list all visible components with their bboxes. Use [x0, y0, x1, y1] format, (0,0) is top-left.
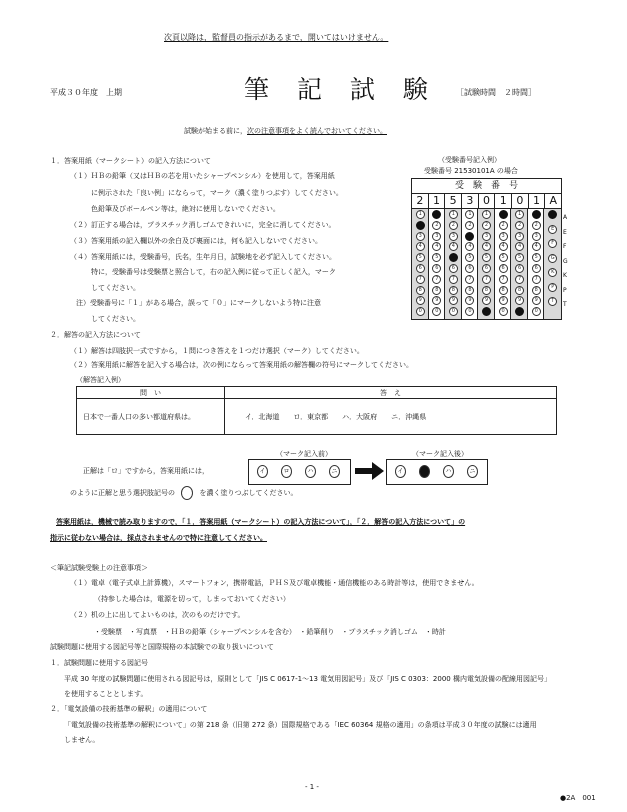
digit-bubble: 5	[482, 253, 491, 262]
s2-line-1: （１）解答は四肢択一式ですから，１問につき答えを１つだけ選択（マーク）してください。	[70, 347, 364, 355]
digit-bubble: 3	[532, 232, 541, 241]
letter-label: K	[563, 272, 567, 280]
s1-line-1: （１）ＨＢの鉛筆（又はＨＢの芯を用いたシャープペンシル）を使用して，答案用紙	[70, 172, 335, 180]
mark-before-box	[248, 459, 351, 485]
digit-bubble: 4	[465, 242, 474, 251]
digit-bubble: 9	[482, 296, 491, 305]
digit-bubble: 1	[515, 210, 524, 219]
digit-bubble: 3	[416, 232, 425, 241]
notes-line-2: （持参した場合は，電源を切って，しまっておいてください）	[94, 595, 290, 603]
digit-bubble: 3	[499, 232, 508, 241]
digit-bubble: 7	[465, 275, 474, 284]
notes-item-1: １．試験問題に使用する図記号	[50, 659, 148, 667]
digit-bubble: 7	[499, 275, 508, 284]
letter-bubble: T	[548, 297, 557, 306]
digit-bubble: 2	[482, 221, 491, 230]
exam-number-grid	[411, 178, 562, 320]
digit-bubble: 6	[416, 264, 425, 273]
digit-bubble: 8	[515, 286, 524, 295]
example-caption: （受験番号記入例）	[438, 156, 501, 164]
digit-bubble: 6	[515, 264, 524, 273]
arrow-right-icon	[355, 462, 385, 480]
digit-cell-5: 0	[479, 194, 496, 208]
warning-line-1: 答案用紙は，機械で読み取りますので，「１．答案用紙（マークシート）の記入方法について」，「２．解答の記入方法について」の	[56, 518, 466, 526]
digit-bubble: 6	[465, 264, 474, 273]
col-question: 問 い	[77, 387, 225, 399]
digit-cell-7: 0	[512, 194, 529, 208]
digit-bubble: 3	[465, 232, 474, 241]
digit-bubble: 0	[482, 307, 491, 316]
s1-line-7: 特に，受験番号は受験票と照合して，右の記入例に従って正しく記入，マーク	[91, 268, 336, 276]
digit-bubble: 5	[432, 253, 441, 262]
letter-bubble: K	[548, 268, 557, 277]
digit-bubble: 7	[515, 275, 524, 284]
form-code: ●2A 001	[560, 794, 596, 802]
col-answer: 答 え	[225, 387, 557, 399]
digit-cell-4: 3	[462, 194, 479, 208]
digit-bubble: 1	[532, 210, 541, 219]
digit-bubble: 8	[465, 286, 474, 295]
digit-bubble: 5	[416, 253, 425, 262]
digit-bubble: 4	[416, 242, 425, 251]
section2-heading: ２．解答の記入方法について	[50, 331, 141, 339]
mark-before-ha: ハ	[305, 465, 316, 478]
digit-bubble: 5	[515, 253, 524, 262]
s1-line-4: （２）訂正する場合は，プラスチック消しゴムできれいに，完全に消してください。	[70, 221, 336, 229]
digit-bubble: 7	[482, 275, 491, 284]
digit-bubble: 0	[465, 307, 474, 316]
notes-line-3: （２）机の上に出してよいものは，次のものだけです。	[70, 611, 245, 619]
mark-after-ni: ニ	[467, 465, 478, 478]
digit-bubble: 8	[532, 286, 541, 295]
digit-bubble: 3	[482, 232, 491, 241]
digit-bubble: 9	[465, 296, 474, 305]
notes-item-3: を使用することとします。	[64, 690, 148, 698]
digit-bubble: 6	[499, 264, 508, 273]
digit-bubble: 9	[416, 296, 425, 305]
mark-after-ha: ハ	[443, 465, 454, 478]
letter-label: A	[563, 214, 568, 221]
notes-heading: ＜筆記試験受験上の注意事項＞	[50, 564, 148, 572]
digit-bubble: 4	[499, 242, 508, 251]
letter-label: T	[563, 301, 567, 309]
digit-bubble: 2	[449, 221, 458, 230]
digit-bubble: 0	[515, 307, 524, 316]
notes-line-1: （１）電卓（電子式卓上計算機），スマートフォン，携帯電話，ＰＨＳ及び電卓機能・通信機能のある時計等は，使用できません。	[70, 579, 479, 587]
digit-cell-1: 2	[412, 194, 429, 208]
digit-bubble: 8	[449, 286, 458, 295]
notes-item-6: しません。	[64, 736, 100, 744]
s1-line-6: （４）答案用紙には，受験番号，氏名，生年月日，試験地を必ず記入してください。	[70, 253, 336, 261]
notes-item-5: 「電気設備の技術基準の解釈について」の第 218 条（旧第 272 条）国際規格である「IEC 60364 規格の適用」の条項は平成３０年度の試験には適用	[64, 721, 537, 729]
digit-cell-3: 5	[445, 194, 462, 208]
digit-bubble: 1	[465, 210, 474, 219]
digit-bubble: 2	[499, 221, 508, 230]
letter-label: G	[563, 257, 568, 265]
digit-bubble: 5	[499, 253, 508, 262]
digit-bubble: 2	[532, 221, 541, 230]
digit-bubble: 1	[482, 210, 491, 219]
s1-line-3: 色鉛筆及びボールペン等は，絶対に使用しないでください。	[91, 205, 280, 213]
fill-text-1: のように正解と思う選択肢記号の	[70, 489, 175, 497]
letter-label: E	[563, 228, 567, 236]
letter-label: F	[563, 243, 567, 251]
s1-line-5: （３）答案用紙の記入欄以外の余白及び裏面には，何も記入しないでください。	[70, 237, 322, 245]
fill-text-2: を濃く塗りつぶしてください。	[199, 489, 298, 497]
digit-bubble: 8	[499, 286, 508, 295]
digit-cell-8: 1	[529, 194, 546, 208]
notes-line-4: ・受験票 ・写真票 ・ＨＢの鉛筆（シャープペンシルを含む） ・鉛筆削り ・プラスチック消しゴム ・時計	[94, 628, 446, 636]
s1-line-10: してください。	[91, 315, 140, 323]
digit-bubble: 9	[515, 296, 524, 305]
empty-bubble-icon	[181, 486, 193, 500]
digit-bubble: 1	[432, 210, 441, 219]
digit-bubble: 5	[449, 253, 458, 262]
digit-cell-2: 1	[429, 194, 446, 208]
section1-heading: １．答案用紙（マークシート）の記入方法について	[50, 157, 211, 165]
digit-bubble: 1	[449, 210, 458, 219]
answer-example-caption: （解答記入例）	[76, 376, 125, 384]
fill-instruction	[70, 486, 297, 500]
digit-bubble: 7	[416, 275, 425, 284]
digit-bubble: 7	[449, 275, 458, 284]
digit-bubble: 3	[432, 232, 441, 241]
s2-line-2: （２）答案用紙に解答を記入する場合は，次の例にならって答案用紙の解答欄の符号にマークしてください。	[70, 361, 413, 369]
digit-cell-9: A	[549, 194, 557, 207]
letter-bubble: G	[548, 254, 557, 263]
digit-bubble: 6	[482, 264, 491, 273]
digit-bubble: 2	[465, 221, 474, 230]
digit-bubble: 8	[416, 286, 425, 295]
mark-after-ro-filled	[419, 465, 430, 478]
top-notice: 次頁以降は，監督員の指示があるまで，開いてはいけません。	[164, 33, 389, 42]
digit-bubble: 0	[416, 307, 425, 316]
digit-bubble: 7	[432, 275, 441, 284]
notes-item-4: ２．「電気設備の技術基準の解釈」の適用について	[50, 705, 208, 713]
digit-bubble: 8	[482, 286, 491, 295]
digit-bubble: 3	[515, 232, 524, 241]
year-period: 平成３０年度 上期	[50, 88, 122, 97]
digit-bubble: 2	[432, 221, 441, 230]
page-number: - 1 -	[305, 783, 319, 791]
intro-emphasis: 次の注意事項をよく読んでおいてください。	[247, 127, 387, 135]
digit-bubble: 4	[532, 242, 541, 251]
digit-bubble: 8	[432, 286, 441, 295]
correct-answer-text: 正解は「ロ」ですから，答案用紙には，	[83, 467, 209, 475]
letter-bubble: P	[548, 283, 557, 292]
mark-before-ni: ニ	[329, 465, 340, 478]
letter-label: P	[563, 286, 567, 294]
digit-bubble: 6	[432, 264, 441, 273]
letter-bubble: A	[548, 210, 557, 219]
digit-bubble: 5	[532, 253, 541, 262]
example-caption-2: 受験番号 21530101A の場合	[424, 167, 518, 175]
letter-bubble: F	[548, 239, 557, 248]
digit-bubble: 6	[449, 264, 458, 273]
digit-bubble: 0	[499, 307, 508, 316]
digit-bubble: 0	[532, 307, 541, 316]
digit-bubble: 4	[482, 242, 491, 251]
digit-bubble: 4	[432, 242, 441, 251]
digit-bubble: 1	[416, 210, 425, 219]
letter-bubble: E	[548, 225, 557, 234]
s1-line-8: してください。	[91, 284, 140, 292]
s1-line-2: に例示された「良い例」にならって，マーク（濃く塗りつぶす）してください。	[91, 189, 343, 197]
notes-item-2: 平成 30 年度の試験問題に使用される図記号は，原則として「JIS C 0617-1～13 電気用図記号」及び「JIS C 0303：2000 構内電気設備の配線用図記号」	[64, 675, 551, 683]
mark-before-label: （マーク記入前）	[276, 450, 332, 458]
intro-text	[184, 126, 387, 136]
digit-bubble: 4	[515, 242, 524, 251]
question-cell: 日本で一番人口の多い都道府県は。	[77, 399, 225, 435]
mark-after-box	[386, 459, 488, 485]
answer-example-table	[76, 386, 557, 435]
digit-bubble: 2	[515, 221, 524, 230]
exam-duration: ［試験時間 ２時間］	[456, 88, 536, 97]
warning-line-2: 指示に従わない場合は，採点されませんので特に注意してください。	[50, 534, 267, 542]
digit-bubble: 9	[449, 296, 458, 305]
mark-after-label: （マーク記入後）	[412, 450, 468, 458]
grid-title: 受 験 番 号	[412, 179, 561, 194]
digit-bubble: 0	[449, 307, 458, 316]
notes-sub-heading: 試験問題に使用する図記号等と国際規格の本試験での取り扱いについて	[50, 643, 274, 651]
digit-bubble: 0	[432, 307, 441, 316]
digit-bubble: 9	[432, 296, 441, 305]
digit-bubble: 3	[449, 232, 458, 241]
digit-bubble: 5	[465, 253, 474, 262]
mark-before-i: イ	[257, 465, 268, 478]
intro-lead: 試験が始まる前に，	[184, 127, 247, 135]
digit-bubble: 9	[499, 296, 508, 305]
answers-cell: イ．北海道 ロ．東京都 ハ．大阪府 ニ．沖縄県	[225, 399, 557, 435]
page-title: 筆 記 試 験	[244, 75, 438, 104]
bubble-area	[412, 209, 561, 319]
mark-after-i: イ	[395, 465, 406, 478]
digit-row	[412, 194, 561, 209]
digit-cell-6: 1	[495, 194, 512, 208]
mark-before-ro: ロ	[281, 465, 292, 478]
digit-bubble: 4	[449, 242, 458, 251]
digit-bubble: 9	[532, 296, 541, 305]
digit-bubble: 6	[532, 264, 541, 273]
digit-bubble: 2	[416, 221, 425, 230]
digit-bubble: 1	[499, 210, 508, 219]
s1-line-9: 注）受験番号に「１」がある場合，誤って「０」にマークしないよう特に注意	[76, 299, 321, 307]
digit-bubble: 7	[532, 275, 541, 284]
